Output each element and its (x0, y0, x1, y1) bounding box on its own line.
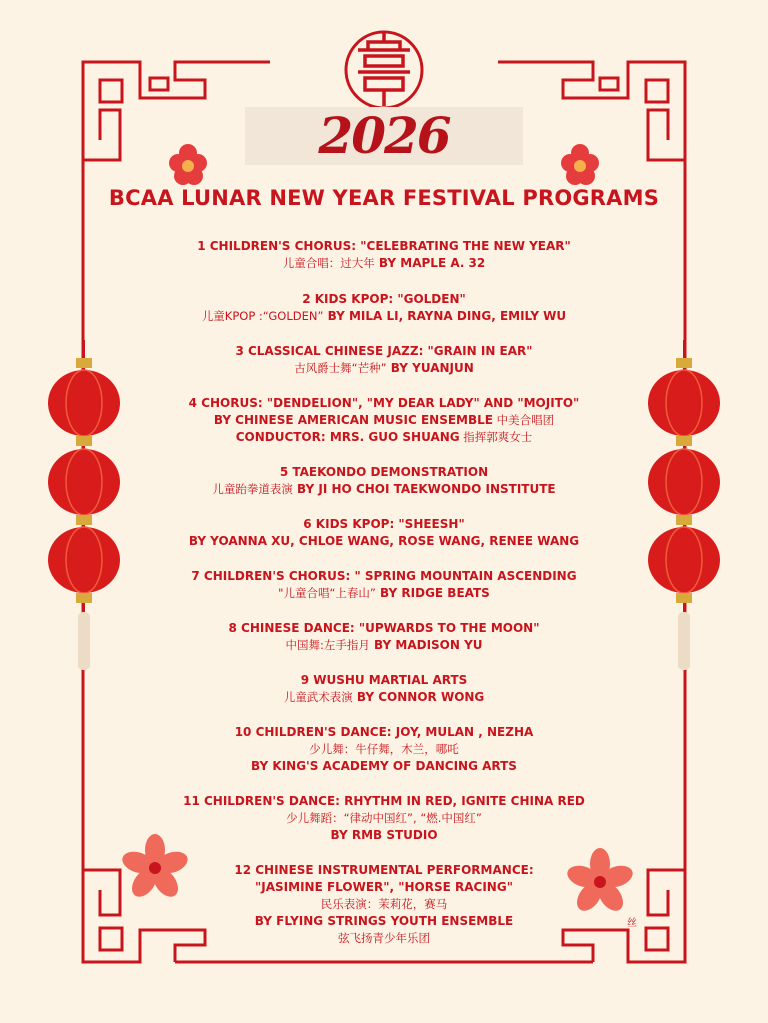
program-line (120, 343, 648, 360)
program-item (120, 516, 648, 550)
program-item (120, 395, 648, 446)
program-item (120, 568, 648, 602)
program-line (120, 291, 648, 308)
program-line (120, 672, 648, 689)
program-text-en: CONDUCTOR: MRS. GUO SHUANG (235, 430, 460, 444)
program-text-cn: 指挥郭爽女士 (459, 430, 533, 444)
program-line (120, 360, 648, 377)
signature-mark: 丝 (627, 918, 637, 929)
program-item (120, 793, 648, 844)
program-item (120, 620, 648, 654)
program-text-en: BY MAPLE A. 32 (374, 256, 486, 270)
program-text-en: 8 CHINESE DANCE: "UPWARDS TO THE MOON" (228, 621, 540, 635)
program-item (120, 724, 648, 775)
program-text-en: BY FLYING STRINGS YOUTH ENSEMBLE (254, 914, 514, 928)
program-text-en: BY JI HO CHOI TAEKWONDO INSTITUTE (292, 482, 556, 496)
program-line (120, 238, 648, 255)
program-line (120, 827, 648, 844)
program-line (120, 308, 648, 325)
program-line (120, 724, 648, 741)
program-text-cn: 中国舞:左手指月 (285, 638, 370, 652)
program-line (120, 568, 648, 585)
program-text-en: BY CONNOR WONG (352, 690, 485, 704)
program-text-en: 3 CLASSICAL CHINESE JAZZ: "GRAIN IN EAR" (235, 344, 533, 358)
program-text-en: 11 CHILDREN'S DANCE: RHYTHM IN RED, IGNITE CHINA RED (183, 794, 585, 808)
program-text-en: 7 CHILDREN'S CHORUS: " SPRING MOUNTAIN ASCENDING (191, 569, 577, 583)
program-line (120, 758, 648, 775)
program-item (120, 238, 648, 272)
program-line (120, 810, 648, 827)
program-item (120, 862, 648, 947)
program-line (120, 533, 648, 550)
program-text-en: BY YOANNA XU, CHLOE WANG, ROSE WANG, RENEE WANG (188, 534, 580, 548)
program-text-cn: 儿童合唱：过大年 (282, 256, 375, 270)
program-text-en: 2 KIDS KPOP: "GOLDEN" (302, 292, 466, 306)
program-text-en: 9 WUSHU MARTIAL ARTS (300, 673, 468, 687)
program-line (120, 689, 648, 706)
program-line (120, 913, 648, 930)
program-text-cn: "儿童合唱“上春山” (278, 586, 376, 600)
program-text-en: BY YUANJUN (386, 361, 474, 375)
program-text-en: BY MILA LI, RAYNA DING, EMILY WU (323, 309, 567, 323)
program-text-cn: 民乐表演：茉莉花，赛马 (320, 897, 448, 911)
program-text-cn: 儿童武术表演 (283, 690, 353, 704)
program-line (120, 862, 648, 879)
year-heading: 2026 (318, 106, 450, 165)
program-text-en: BY MADISON YU (369, 638, 483, 652)
program-item (120, 291, 648, 325)
program-text-en: BY KING'S ACADEMY OF DANCING ARTS (251, 759, 517, 773)
program-text-cn: 儿童KPOP :“GOLDEN” (201, 309, 324, 323)
program-line (120, 620, 648, 637)
program-text-en: "JASIMINE FLOWER", "HORSE RACING" (255, 880, 513, 894)
program-line (120, 429, 648, 446)
program-text-en: 10 CHILDREN'S DANCE: JOY, MULAN , NEZHA (234, 725, 534, 739)
program-text-en: BY RMB STUDIO (330, 828, 438, 842)
page-title: BCAA LUNAR NEW YEAR FESTIVAL PROGRAMS (108, 186, 660, 210)
program-text-cn: 少儿舞蹈：“律动中国红”, “燃.中国红” (286, 811, 482, 825)
program-text-en: 6 KIDS KPOP: "SHEESH" (303, 517, 465, 531)
program-line (120, 255, 648, 272)
program-item (120, 464, 648, 498)
program-text-cn: 古风爵士舞“芒种” (294, 361, 387, 375)
program-line (120, 516, 648, 533)
program-text-en: BY RIDGE BEATS (375, 586, 490, 600)
program-item (120, 343, 648, 377)
program-text-cn: 中美合唱团 (493, 413, 555, 427)
program-line (120, 637, 648, 654)
program-line (120, 930, 648, 947)
program-line (120, 412, 648, 429)
program-text-en: 12 CHINESE INSTRUMENTAL PERFORMANCE: (234, 863, 534, 877)
program-line (120, 464, 648, 481)
program-item (120, 672, 648, 706)
program-line (120, 741, 648, 758)
program-text-en: 5 TAEKONDO DEMONSTRATION (279, 465, 489, 479)
program-text-cn: 弦飞扬青少年乐团 (338, 931, 430, 945)
program-line (120, 585, 648, 602)
program-line (120, 395, 648, 412)
program-text-cn: 少儿舞：牛仔舞，木兰，哪吒 (309, 742, 459, 756)
program-line (120, 879, 648, 896)
program-line (120, 481, 648, 498)
program-line (120, 793, 648, 810)
program-text-en: 1 CHILDREN'S CHORUS: "CELEBRATING THE NEW YEAR" (197, 239, 571, 253)
program-line (120, 896, 648, 913)
program-text-en: BY CHINESE AMERICAN MUSIC ENSEMBLE (213, 413, 493, 427)
program-text-cn: 儿童跆拳道表演 (212, 482, 293, 496)
program-text-en: 4 CHORUS: "DENDELION", "MY DEAR LADY" AND "MOJITO" (188, 396, 580, 410)
